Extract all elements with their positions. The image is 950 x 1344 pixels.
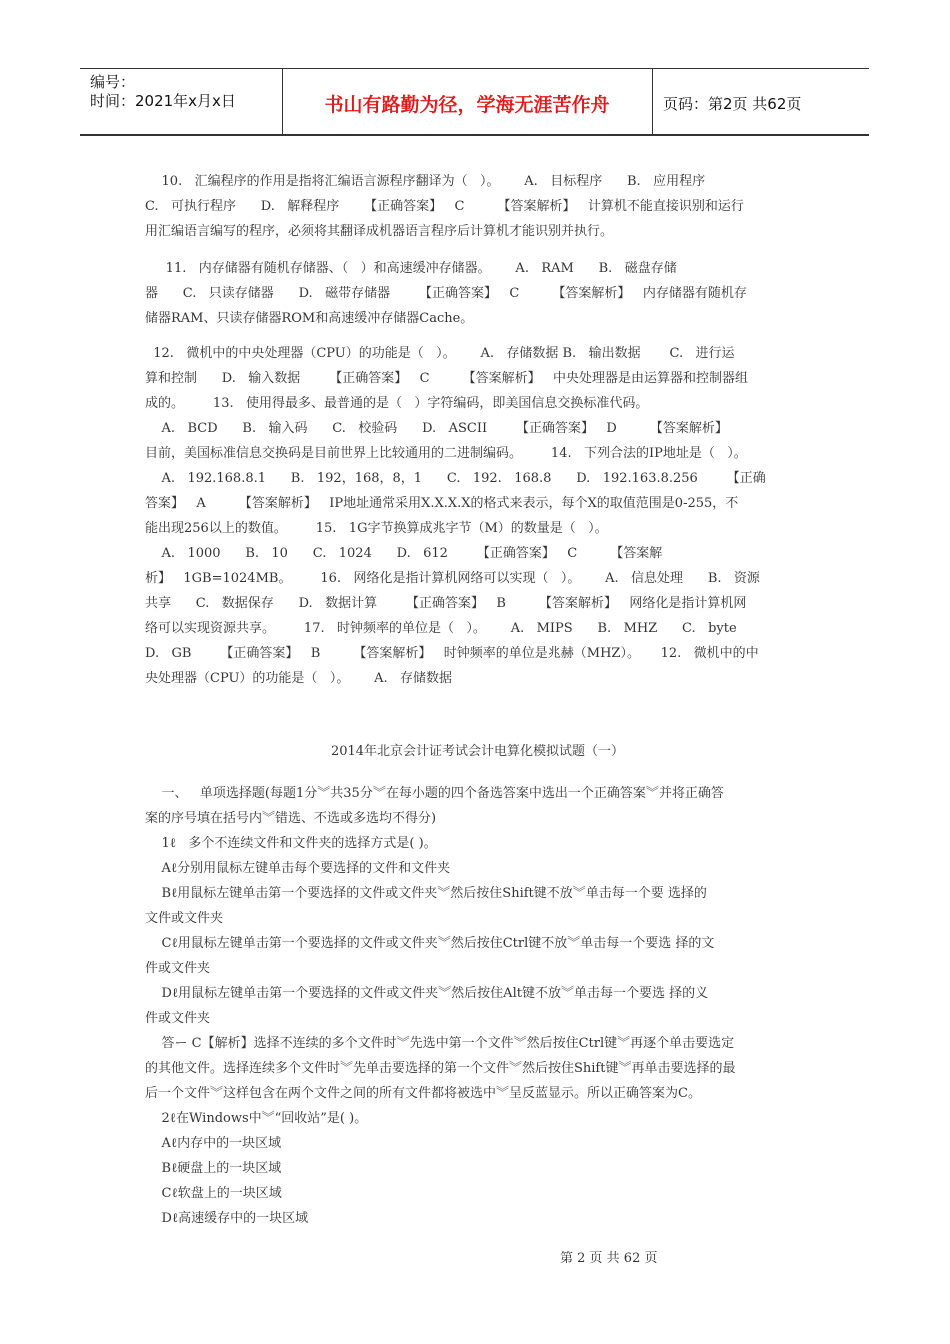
header-divider [652,68,653,136]
section-body: 一、 单项选择题(每题1分︾共35分︾在每小题的四个备选答案中选出一个正确答案︾并将正确答 案的序号填在括号内︾错选、不选或多选均不得分) 1ℓ 多个不连续文件和文件夹的选择方式是( )。 Aℓ分别用鼠标左键单击每个要选择的文件和文件夹 Bℓ用鼠标左键单击第一个要选择的文件或文件夹︾然后按住Shift键不放︾单击每一个要 选择的 文件或文件夹 Cℓ用鼠标左键单击第一个要选择的文件或文件夹︾然后按住Ctrl键不放︾单击每一个要选 择的文 件或文件夹 Dℓ用鼠标左键单击第一个要选择的文件或文件夹︾然后按住Alt键不放︾单击每一个要选 择的义 件或文件夹 答ー C【解析】选择不连续的多个文件时︾先选中第一个文件︾然后按住Ctrl键︾再逐个单击要选定 的其他文件。选择连续多个文件时︾先单击要选择的第一个文件︾然后按住Shift键︾再单击要选择的最 后一个文件︾这样包含在两个文件之间的所有文件都将被选中︾呈反蓝显示。所以正确答案为C。 2ℓ在Windows中︾“回收站”是( )。 Aℓ内存中的一块区域 Bℓ硬盘上的一块区域 Cℓ软盘上的一块区域 Dℓ高速缓存中的一块区域 [145,786,736,1226]
header-motto: 书山有路勤为径，学海无涯苦作舟 [324,94,610,116]
question-paragraph-10: 10. 汇编程序的作用是指将汇编语言源程序翻译为（ ）。 A. 目标程序 B. 应用程序 C. 可执行程序 D. 解释程序 【正确答案】 C 【答案解析】 计算机不能直接识别和运行 用汇编语言编写的程序，必须将其翻译成机器语言程序后计算机才能识别并执行。 [145,174,744,239]
header-bottom-rule [80,134,869,136]
page-header [80,68,869,136]
header-top-rule [80,68,869,69]
page-footer: 第 2 页 共 62 页 [560,1251,658,1266]
question-paragraph-12-17: 12. 微机中的中央处理器（CPU）的功能是（ ）。 A. 存储数据 B. 输出数据 C. 进行运 算和控制 D. 输入数据 【正确答案】 C 【答案解析】 中央处理器是由运算器和控制器组 成的。 13. 使用得最多、最普通的是（ ）字符编码，即美国信息交换标准代码。 A. BCD B. 输入码 C. 校验码 D. ASCII 【正确答案】 D 【答案解析】 目前，美国标准信息交换码是目前世界上比较通用的二进制编码。 14. 下列合法的IP地址是（ ）。 A. 192.168.8.1 B. 192，168，8，1 C. 192. 168.8 D. 192.163.8.256 【正确 答案】 A 【答案解析】 IP地址通常采用X.X.X.X的格式来表示，每个X的取值范围是0-255，不 能出现256以上的数值。 15. 1G字节换算成兆字节（M）的数量是（ ）。 A. 1000 B. 10 C. 1024 D. 612 【正确答案】 C 【答案解 析】 1GB=1024MB。 16. 网络化是指计算机网络可以实现（ ）。 A. 信息处理 B. 资源 共享 C. 数据保存 D. 数据计算 【正确答案】 B 【答案解析】 网络化是指计算机网 络可以实现资源共享。 17. 时钟频率的单位是（ ）。 A. MIPS B. MHZ C. byte D. GB 【正确答案】 B 【答案解析】 时钟频率的单位是兆赫（MHZ）。 12. 微机中的中 央处理器（CPU）的功能是（ ）。 A. 存储数据 [145,346,766,686]
section-title: 2014年北京会计证考试会计电算化模拟试题（一） [330,744,625,759]
header-time-label: 时间：2021年x月x日 [90,92,236,110]
header-number-label: 编号： [90,73,136,91]
question-paragraph-11: 11. 内存储器有随机存储器、（ ）和高速缓冲存储器。 A. RAM B. 磁盘存储 器 C. 只读存储器 D. 磁带存储器 【正确答案】 C 【答案解析】 内存储器有随机存 储器RAM、只读存储器ROM和高速缓冲存储器Cache。 [145,261,747,326]
header-page-label: 页码：第2页 共62页 [663,95,802,113]
